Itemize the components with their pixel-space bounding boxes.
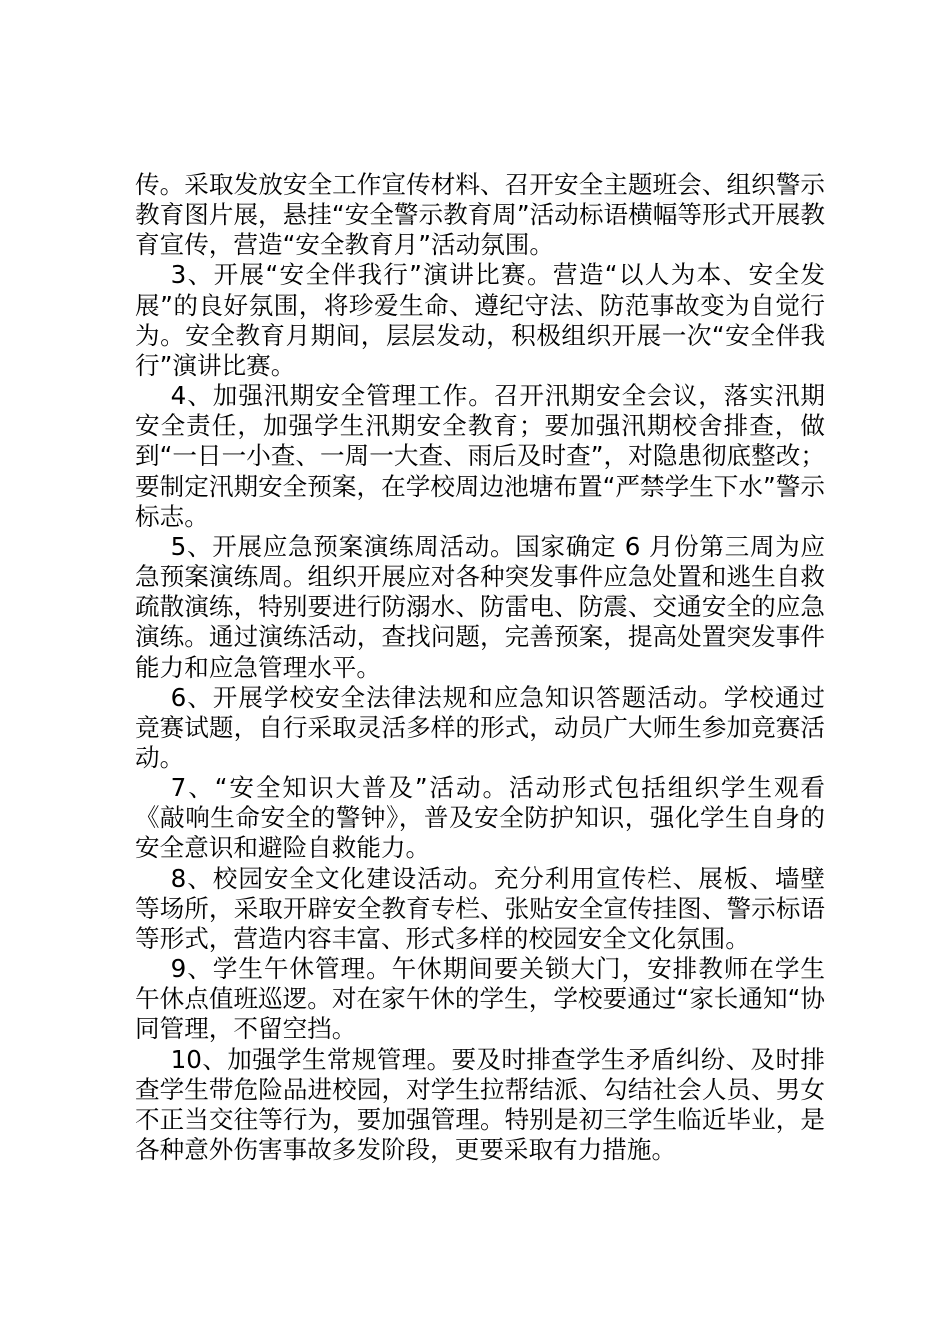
paragraph-item-6: 6、开展学校安全法律法规和应急知识答题活动。学校通过竞赛试题，自行采取灵活多样的形式，动员广大师生参加竞赛活动。 bbox=[135, 682, 825, 772]
paragraph-item-4: 4、加强汛期安全管理工作。召开汛期安全会议，落实汛期安全责任，加强学生汛期安全教育；要加强汛期校舍排查，做到“一日一小查、一周一大查、雨后及时查”，对隐患彻底整改；要制定汛期安全预案，在学校周边池塘布置“严禁学生下水”警示标志。 bbox=[135, 381, 825, 531]
paragraph-item-5: 5、开展应急预案演练周活动。国家确定 6 月份第三周为应急预案演练周。组织开展应对各种突发事件应急处置和逃生自救疏散演练，特别要进行防溺水、防雷电、防震、交通安全的应急演练。通过演练活动，查找问题，完善预案，提高处置突发事件能力和应急管理水平。 bbox=[135, 531, 825, 682]
document-body bbox=[135, 170, 825, 1165]
paragraph-item-3: 3、开展“安全伴我行”演讲比赛。营造“以人为本、安全发展”的良好氛围，将珍爱生命、遵纪守法、防范事故变为自觉行为。安全教育月期间，层层发动，积极组织开展一次“安全伴我行”演讲比赛。 bbox=[135, 260, 825, 380]
paragraph-continuation: 传。采取发放安全工作宣传材料、召开安全主题班会、组织警示教育图片展，悬挂“安全警示教育周”活动标语横幅等形式开展教育宣传，营造“安全教育月”活动氛围。 bbox=[135, 170, 825, 260]
paragraph-item-9: 9、学生午休管理。午休期间要关锁大门，安排教师在学生午休点值班巡逻。对在家午休的学生，学校要通过“家长通知“协同管理，不留空挡。 bbox=[135, 954, 825, 1044]
paragraph-item-10: 10、加强学生常规管理。要及时排查学生矛盾纠纷、及时排查学生带危险品进校园，对学生拉帮结派、勾结社会人员、男女不正当交往等行为，要加强管理。特别是初三学生临近毕业，是各种意外伤害事故多发阶段，更要采取有力措施。 bbox=[135, 1044, 825, 1164]
paragraph-item-8: 8、校园安全文化建设活动。充分利用宣传栏、展板、墙壁等场所，采取开辟安全教育专栏、张贴安全宣传挂图、警示标语等形式，营造内容丰富、形式多样的校园安全文化氛围。 bbox=[135, 863, 825, 953]
paragraph-item-7: 7、“安全知识大普及”活动。活动形式包括组织学生观看《敲响生命安全的警钟》，普及安全防护知识，强化学生自身的安全意识和避险自救能力。 bbox=[135, 773, 825, 863]
